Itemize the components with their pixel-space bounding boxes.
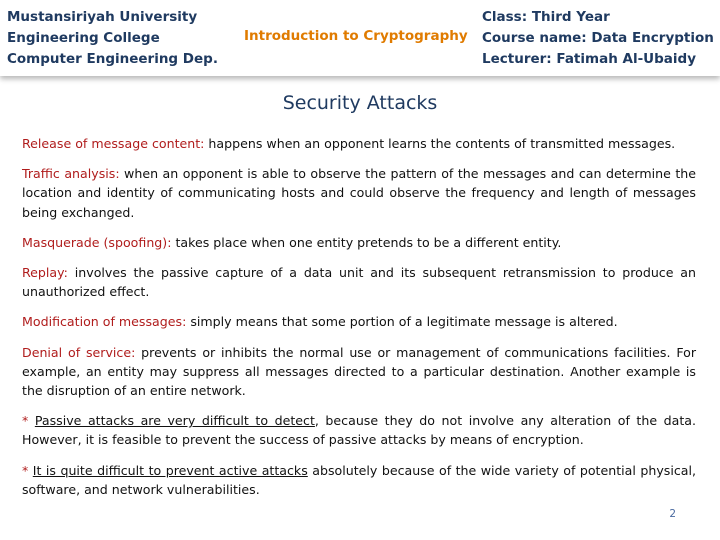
attack-item bbox=[22, 263, 696, 301]
attack-description: simply means that some portion of a legitimate message is altered. bbox=[186, 314, 618, 330]
course-name: Course name: Data Encryption bbox=[482, 30, 714, 46]
institution-info bbox=[7, 7, 218, 70]
slide-content bbox=[22, 134, 696, 510]
lecturer-name: Lecturer: Fatimah Al-Ubaidy bbox=[482, 51, 697, 67]
note-text: , because they do not involve any alteration of the data. However, it is feasible to prevent the success of passive attacks by means of encryption. bbox=[22, 413, 696, 448]
page-number: 2 bbox=[669, 508, 676, 520]
attack-term: Release of message content: bbox=[22, 136, 205, 151]
attack-item bbox=[22, 134, 696, 153]
attack-item bbox=[22, 164, 696, 222]
note-emphasis: Passive attacks are very difficult to detect bbox=[34, 413, 315, 429]
attack-term: Masquerade (spoofing): bbox=[22, 234, 172, 250]
note-item bbox=[22, 411, 696, 449]
note-bullet: * bbox=[22, 413, 29, 429]
attack-description: happens when an opponent learns the contents of transmitted messages. bbox=[204, 136, 676, 151]
attack-description: prevents or inhibits the normal use or management of communications facilities. For example, an entity may suppress all messages directed to a particular destination. Another example is the disruption of an entire network. bbox=[22, 344, 696, 399]
page-title: Security Attacks bbox=[282, 92, 438, 114]
note-emphasis: It is quite difficult to prevent active attacks bbox=[32, 462, 308, 478]
attack-item bbox=[22, 312, 696, 331]
university-name: Mustansiriyah University bbox=[7, 9, 198, 25]
attack-description: takes place when one entity pretends to be a different entity. bbox=[171, 234, 562, 250]
attack-description: when an opponent is able to observe the pattern of the messages and can determine the location and identity of communicating hosts and could observe the frequency and length of messages being exchanged. bbox=[22, 166, 696, 220]
attack-item bbox=[22, 343, 696, 401]
attack-term: Denial of service: bbox=[22, 344, 136, 360]
note-item bbox=[22, 461, 696, 499]
note-text: absolutely because of the wide variety of potential physical, software, and network vulnerabilities. bbox=[22, 462, 696, 497]
attack-term: Modification of messages: bbox=[22, 314, 187, 330]
class-label: Class: Third Year bbox=[482, 9, 610, 25]
attack-term: Traffic analysis: bbox=[22, 166, 120, 182]
department-name: Computer Engineering Dep. bbox=[7, 51, 218, 67]
slide-header bbox=[0, 0, 720, 76]
attack-term: Replay: bbox=[22, 265, 68, 281]
college-name: Engineering College bbox=[7, 30, 160, 46]
attack-description: involves the passive capture of a data unit and its subsequent retransmission to produce an unauthorized effect. bbox=[22, 265, 696, 300]
course-info bbox=[482, 7, 714, 70]
note-bullet: * bbox=[22, 462, 29, 478]
attack-item bbox=[22, 233, 696, 252]
course-topic: Introduction to Cryptography bbox=[244, 28, 468, 44]
